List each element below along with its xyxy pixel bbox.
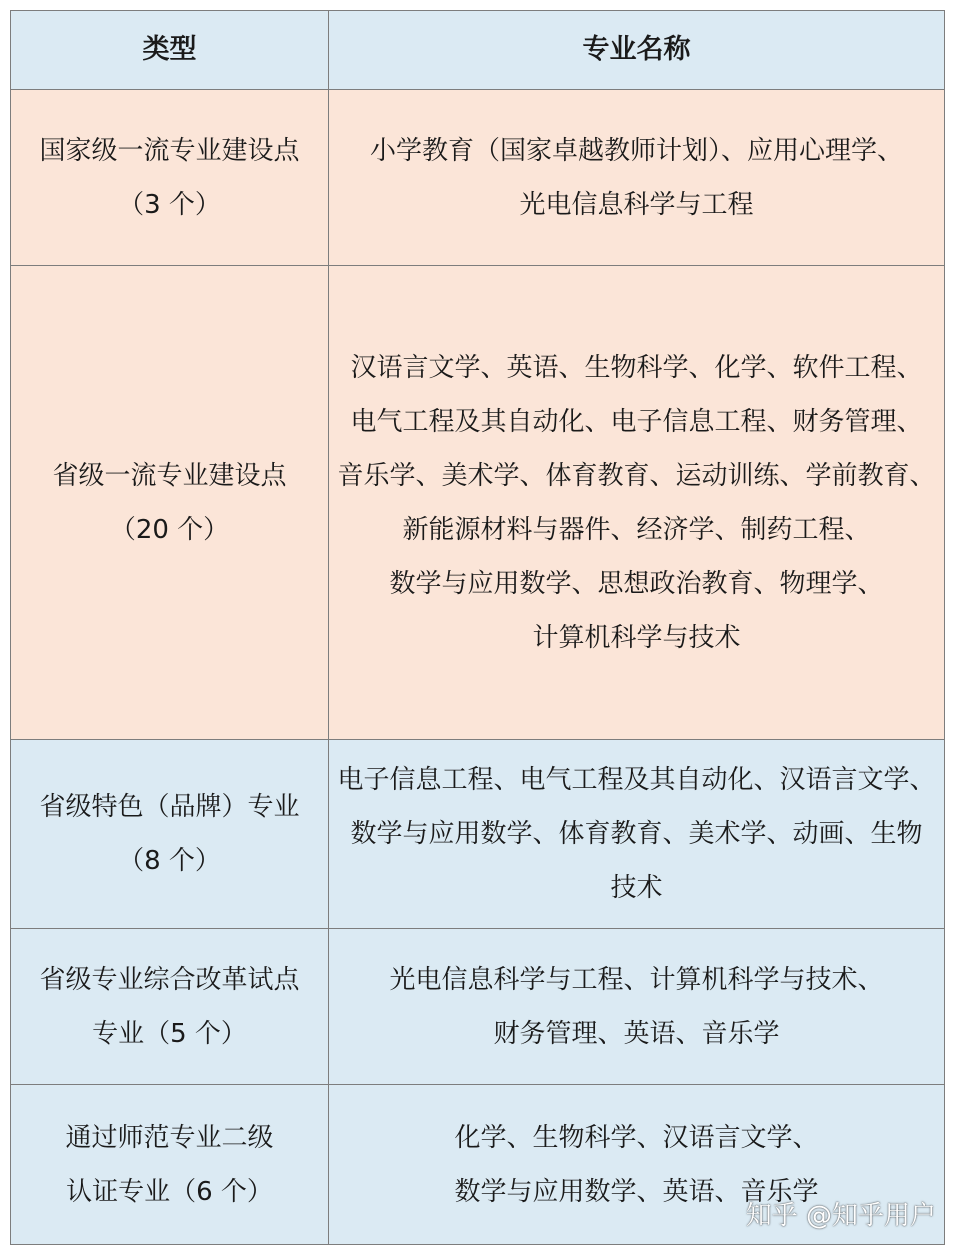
name-line: 化学、生物科学、汉语言文学、: [454, 1122, 819, 1153]
name-cell: [329, 266, 945, 740]
name-line: 音乐学、美术学、体育教育、运动训练、学前教育、: [337, 460, 936, 491]
name-line: 小学教育（国家卓越教师计划）、应用心理学、: [369, 135, 903, 166]
name-line: 光电信息科学与工程、计算机科学与技术、: [389, 964, 884, 995]
name-cell: [329, 90, 945, 266]
type-line: 认证专业（6 个）: [66, 1176, 273, 1207]
name-line: 数学与应用数学、思想政治教育、物理学、: [389, 568, 884, 599]
type-cell: [11, 740, 329, 929]
zhihu-watermark: 知乎 @知乎用户: [745, 1201, 936, 1231]
table-row: [11, 929, 945, 1085]
header-type: 类型: [11, 11, 329, 90]
type-cell: [11, 90, 329, 266]
type-line: （8 个）: [118, 846, 221, 876]
name-cell: [329, 929, 945, 1085]
type-line: 省级专业综合改革试点: [39, 964, 300, 995]
name-line: 电子信息工程、电气工程及其自动化、汉语言文学、: [337, 765, 936, 795]
table-row: [11, 90, 945, 266]
type-line: 省级一流专业建设点: [52, 460, 287, 491]
type-line: 通过师范专业二级: [65, 1122, 274, 1153]
name-line: 财务管理、英语、音乐学: [493, 1018, 780, 1049]
name-line: 新能源材料与器件、经济学、制药工程、: [402, 514, 871, 545]
name-line: 技术: [610, 873, 663, 903]
type-line: （3 个）: [118, 189, 221, 220]
type-line: （20 个）: [109, 514, 230, 545]
table-header-row: [11, 11, 945, 90]
name-line: 汉语言文学、英语、生物科学、化学、软件工程、: [350, 352, 923, 383]
header-name: 专业名称: [329, 11, 945, 90]
majors-table: [10, 10, 945, 1245]
table-row: [11, 266, 945, 740]
type-cell: [11, 266, 329, 740]
table-row: [11, 740, 945, 929]
type-line: 国家级一流专业建设点: [39, 135, 300, 166]
name-line: 数学与应用数学、体育教育、美术学、动画、生物: [350, 819, 923, 849]
type-cell: [11, 929, 329, 1085]
type-line: 专业（5 个）: [92, 1018, 247, 1049]
name-line: 数学与应用数学、英语、音乐学: [454, 1176, 819, 1207]
name-line: 计算机科学与技术: [532, 622, 741, 653]
type-cell: [11, 1085, 329, 1245]
name-cell: [329, 740, 945, 929]
type-line: 省级特色（品牌）专业: [39, 792, 300, 822]
name-line: 光电信息科学与工程: [519, 189, 754, 220]
name-line: 电气工程及其自动化、电子信息工程、财务管理、: [350, 406, 923, 437]
